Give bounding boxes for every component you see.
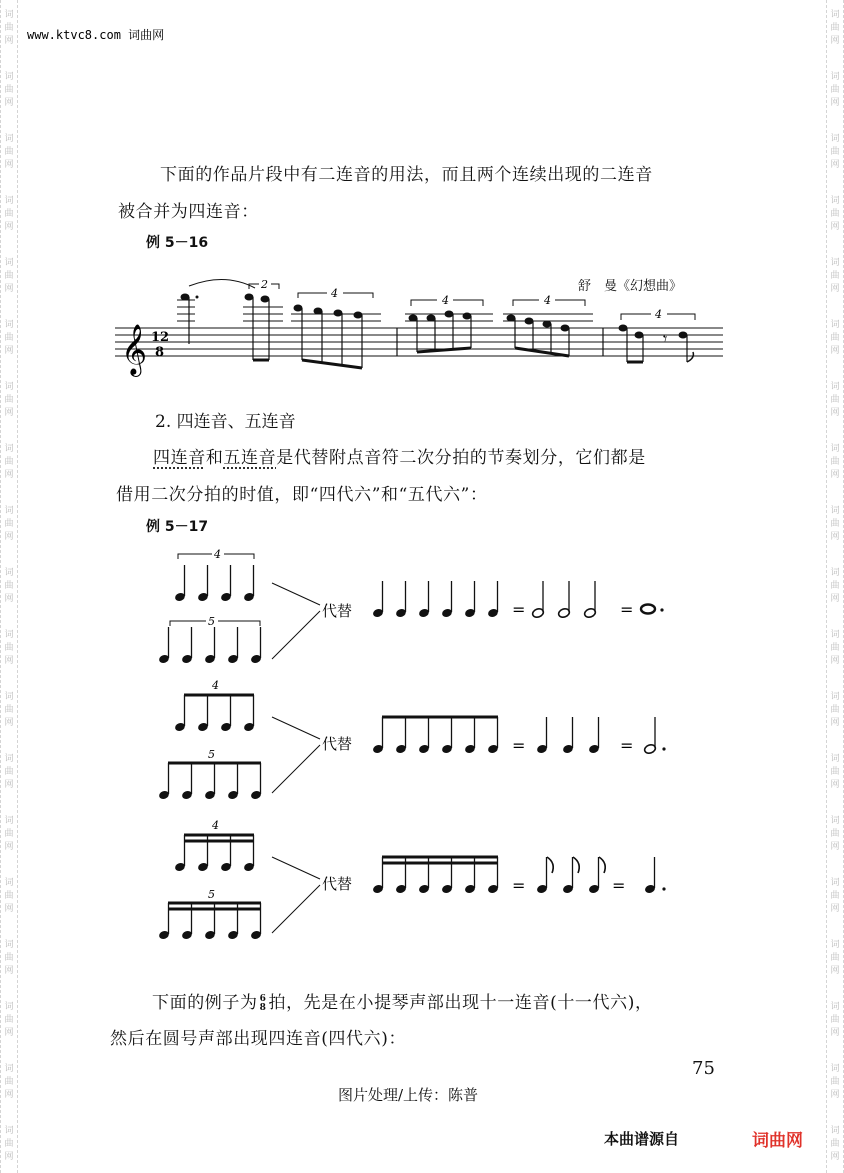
eighth-notes-row-3 xyxy=(536,857,605,894)
text-and: 和 xyxy=(205,448,224,468)
example-5-16-score xyxy=(115,278,725,378)
watermark-glyph: 词 xyxy=(4,568,14,578)
tuplet-5-row-3: 5 xyxy=(208,888,215,901)
eighth-rest-icon: 𝄾 xyxy=(663,329,668,348)
right-watermark-column xyxy=(826,0,844,1173)
section-2-line-1 xyxy=(153,443,646,468)
watermark-glyph: 词 xyxy=(4,320,14,330)
page-number: 75 xyxy=(692,1058,715,1079)
watermark-glyph: 曲 xyxy=(830,891,840,901)
watermark-glyph: 网 xyxy=(4,594,14,604)
watermark-glyph: 曲 xyxy=(4,891,14,901)
watermark-glyph: 词 xyxy=(830,320,840,330)
tuplet-5-row-2: 5 xyxy=(208,748,215,761)
row-2 xyxy=(158,679,666,800)
watermark-glyph: 网 xyxy=(830,780,840,790)
note-group-quadruplet-2 xyxy=(409,294,484,352)
watermark-glyph: 网 xyxy=(4,532,14,542)
watermark-glyph: 词 xyxy=(4,506,14,516)
watermark-glyph: 网 xyxy=(4,36,14,46)
note-group-1 xyxy=(181,279,256,344)
watermark-glyph: 曲 xyxy=(4,333,14,343)
watermark-glyph: 词 xyxy=(4,630,14,640)
watermark-glyph: 网 xyxy=(830,222,840,232)
section-2-line-1-rest: 是代替附点音符二次分拍的节奏划分，它们都是 xyxy=(276,448,646,468)
watermark-glyph: 曲 xyxy=(830,1077,840,1087)
watermark-glyph: 词 xyxy=(830,878,840,888)
dotted-whole-note xyxy=(641,605,655,614)
inline-meter-top: 6 xyxy=(259,993,267,1004)
watermark-glyph: 网 xyxy=(830,470,840,480)
source-url: www.ktvc8.com 词曲网 xyxy=(27,28,165,42)
watermark-glyph: 词 xyxy=(830,1064,840,1074)
tuplet-4-row-3: 4 xyxy=(212,819,219,832)
watermark-glyph: 曲 xyxy=(830,457,840,467)
equals-row-2-a: = xyxy=(512,736,526,755)
time-signature-bottom: 8 xyxy=(155,345,165,360)
watermark-glyph: 网 xyxy=(4,780,14,790)
watermark-glyph: 网 xyxy=(4,1152,14,1162)
watermark-glyph: 网 xyxy=(4,1028,14,1038)
section-2-heading: 2. 四连音、五连音 xyxy=(155,412,296,432)
time-signature-inline xyxy=(260,995,267,1013)
section-2-line-2: 借用二次分拍的时值，即“四代六”和“五代六”： xyxy=(116,485,488,505)
equals-row-2-b: = xyxy=(620,736,634,755)
watermark-glyph: 曲 xyxy=(830,1139,840,1149)
row-3-quadruplet xyxy=(174,819,255,872)
tuplet-number-4d: 4 xyxy=(655,308,662,321)
paragraph-3-line-1-rest: 拍，先是在小提琴声部出现十一连音(十一代六)， xyxy=(268,993,653,1013)
watermark-glyph: 词 xyxy=(4,134,14,144)
watermark-glyph: 曲 xyxy=(830,271,840,281)
watermark-glyph: 网 xyxy=(830,842,840,852)
watermark-glyph: 曲 xyxy=(830,209,840,219)
watermark-glyph: 曲 xyxy=(4,519,14,529)
watermark-glyph: 词 xyxy=(4,754,14,764)
emphasis-quintuplet: 五连音 xyxy=(223,448,277,468)
watermark-glyph: 曲 xyxy=(830,705,840,715)
watermark-glyph: 词 xyxy=(830,134,840,144)
watermark-glyph: 网 xyxy=(4,718,14,728)
watermark-glyph: 曲 xyxy=(4,829,14,839)
watermark-glyph: 网 xyxy=(830,160,840,170)
watermark-glyph: 网 xyxy=(830,1152,840,1162)
watermark-glyph: 曲 xyxy=(4,1015,14,1025)
watermark-glyph: 曲 xyxy=(4,457,14,467)
watermark-glyph: 网 xyxy=(4,470,14,480)
watermark-glyph: 曲 xyxy=(830,829,840,839)
tuplet-number-4b: 4 xyxy=(442,294,449,307)
watermark-glyph: 词 xyxy=(4,1064,14,1074)
watermark-glyph: 网 xyxy=(830,1090,840,1100)
left-watermark-column xyxy=(0,0,18,1173)
watermark-glyph: 曲 xyxy=(830,23,840,33)
watermark-glyph: 词 xyxy=(4,816,14,826)
watermark-glyph: 曲 xyxy=(830,333,840,343)
watermark-glyph: 网 xyxy=(830,1028,840,1038)
watermark-glyph: 词 xyxy=(830,816,840,826)
watermark-glyph: 网 xyxy=(830,346,840,356)
watermark-glyph: 网 xyxy=(4,904,14,914)
watermark-glyph: 词 xyxy=(830,1126,840,1136)
footer-site-link[interactable]: 词曲网 xyxy=(752,1131,803,1151)
watermark-glyph: 词 xyxy=(830,196,840,206)
example-5-16-label: 例 5－16 xyxy=(146,235,209,251)
tuplet-5-row-1: 5 xyxy=(208,615,215,628)
watermark-glyph: 曲 xyxy=(830,581,840,591)
equals-row-3-b: = xyxy=(612,876,626,895)
note-group-quadruplet-3 xyxy=(507,294,586,356)
tuplet-4-row-2: 4 xyxy=(212,679,219,692)
row-2-quintuplet xyxy=(158,748,262,800)
equals-row-3-a: = xyxy=(512,876,526,895)
watermark-glyph: 词 xyxy=(830,568,840,578)
paragraph-1-line-1: 下面的作品片段中有二连音的用法，而且两个连续出现的二连音 xyxy=(160,165,653,185)
watermark-glyph: 词 xyxy=(830,506,840,516)
watermark-glyph: 网 xyxy=(830,718,840,728)
row-3-quintuplet xyxy=(158,888,262,940)
watermark-glyph: 曲 xyxy=(830,519,840,529)
replace-label-row-1: 代替 xyxy=(322,602,353,620)
watermark-glyph: 词 xyxy=(4,1126,14,1136)
watermark-glyph: 词 xyxy=(830,382,840,392)
watermark-glyph: 词 xyxy=(4,940,14,950)
watermark-glyph: 网 xyxy=(830,904,840,914)
watermark-glyph: 曲 xyxy=(4,953,14,963)
watermark-glyph: 曲 xyxy=(4,395,14,405)
watermark-glyph: 词 xyxy=(4,444,14,454)
watermark-glyph: 曲 xyxy=(830,395,840,405)
watermark-glyph: 曲 xyxy=(830,953,840,963)
watermark-glyph: 曲 xyxy=(830,767,840,777)
watermark-glyph: 词 xyxy=(4,196,14,206)
tuplet-4-row-1: 4 xyxy=(214,548,221,561)
watermark-glyph: 网 xyxy=(4,160,14,170)
tuplet-number-2: 2 xyxy=(261,278,268,291)
watermark-glyph: 词 xyxy=(830,940,840,950)
tuplet-number-4c: 4 xyxy=(544,294,551,307)
watermark-glyph: 词 xyxy=(830,258,840,268)
watermark-glyph: 词 xyxy=(4,692,14,702)
watermark-glyph: 词 xyxy=(830,10,840,20)
watermark-glyph: 曲 xyxy=(830,1015,840,1025)
watermark-glyph: 网 xyxy=(4,98,14,108)
watermark-glyph: 曲 xyxy=(830,643,840,653)
watermark-glyph: 曲 xyxy=(4,209,14,219)
watermark-glyph: 词 xyxy=(830,630,840,640)
watermark-glyph: 网 xyxy=(830,284,840,294)
watermark-glyph: 曲 xyxy=(4,705,14,715)
watermark-glyph: 词 xyxy=(830,692,840,702)
watermark-glyph: 网 xyxy=(830,594,840,604)
watermark-glyph: 词 xyxy=(4,1002,14,1012)
watermark-glyph: 网 xyxy=(4,656,14,666)
treble-clef-icon: 𝄞 xyxy=(121,324,148,375)
watermark-glyph: 曲 xyxy=(4,85,14,95)
replace-label-row-2: 代替 xyxy=(322,735,353,753)
watermark-glyph: 网 xyxy=(830,408,840,418)
row-1-quintuplet xyxy=(158,615,262,664)
replace-label-row-3: 代替 xyxy=(322,875,353,893)
watermark-glyph: 曲 xyxy=(830,85,840,95)
watermark-glyph: 曲 xyxy=(4,643,14,653)
emphasis-quadruplet: 四连音 xyxy=(153,448,206,468)
paragraph-1-line-2: 被合并为四连音： xyxy=(118,202,259,222)
watermark-glyph: 网 xyxy=(830,532,840,542)
watermark-glyph: 网 xyxy=(830,36,840,46)
paragraph-3-line-1-start: 下面的例子为 xyxy=(152,993,258,1013)
equals-row-1-a: = xyxy=(512,600,526,619)
paragraph-3-line-2: 然后在圆号声部出现四连音(四代六)： xyxy=(110,1029,407,1049)
watermark-glyph: 词 xyxy=(830,754,840,764)
watermark-glyph: 曲 xyxy=(4,581,14,591)
row-1-quadruplet xyxy=(174,548,255,602)
watermark-glyph: 网 xyxy=(4,284,14,294)
watermark-glyph: 网 xyxy=(830,98,840,108)
watermark-glyph: 网 xyxy=(4,966,14,976)
watermark-glyph: 曲 xyxy=(4,767,14,777)
watermark-glyph: 网 xyxy=(4,1090,14,1100)
watermark-glyph: 曲 xyxy=(4,1139,14,1149)
row-2-quadruplet xyxy=(174,679,255,732)
row-3 xyxy=(158,819,666,940)
inline-meter-bottom: 8 xyxy=(259,1002,267,1013)
example-5-17-label: 例 5－17 xyxy=(146,519,209,535)
example-5-17-diagram xyxy=(150,545,690,945)
watermark-glyph: 词 xyxy=(4,382,14,392)
watermark-glyph: 词 xyxy=(4,72,14,82)
watermark-glyph: 网 xyxy=(830,966,840,976)
watermark-glyph: 曲 xyxy=(4,271,14,281)
watermark-glyph: 网 xyxy=(4,408,14,418)
equals-row-1-b: = xyxy=(620,600,634,619)
watermark-glyph: 词 xyxy=(4,878,14,888)
watermark-glyph: 词 xyxy=(830,444,840,454)
time-signature-top: 12 xyxy=(151,330,170,345)
watermark-glyph: 词 xyxy=(830,72,840,82)
upload-credit: 图片处理/上传：陈普 xyxy=(338,1086,479,1104)
watermark-glyph: 网 xyxy=(4,346,14,356)
tuplet-number-4a: 4 xyxy=(331,287,338,300)
watermark-glyph: 词 xyxy=(4,10,14,20)
row-1 xyxy=(158,548,664,664)
watermark-glyph: 曲 xyxy=(4,147,14,157)
paragraph-3-line-1 xyxy=(152,988,653,1013)
watermark-glyph: 曲 xyxy=(4,1077,14,1087)
note-group-duplet xyxy=(245,278,280,360)
watermark-glyph: 曲 xyxy=(830,147,840,157)
watermark-glyph: 词 xyxy=(4,258,14,268)
attribution: 舒 曼《幻想曲》 xyxy=(578,279,683,294)
watermark-glyph: 网 xyxy=(4,222,14,232)
watermark-glyph: 曲 xyxy=(4,23,14,33)
footer-source-label: 本曲谱源自 xyxy=(604,1130,680,1148)
watermark-glyph: 网 xyxy=(4,842,14,852)
watermark-glyph: 网 xyxy=(830,656,840,666)
watermark-glyph: 词 xyxy=(830,1002,840,1012)
